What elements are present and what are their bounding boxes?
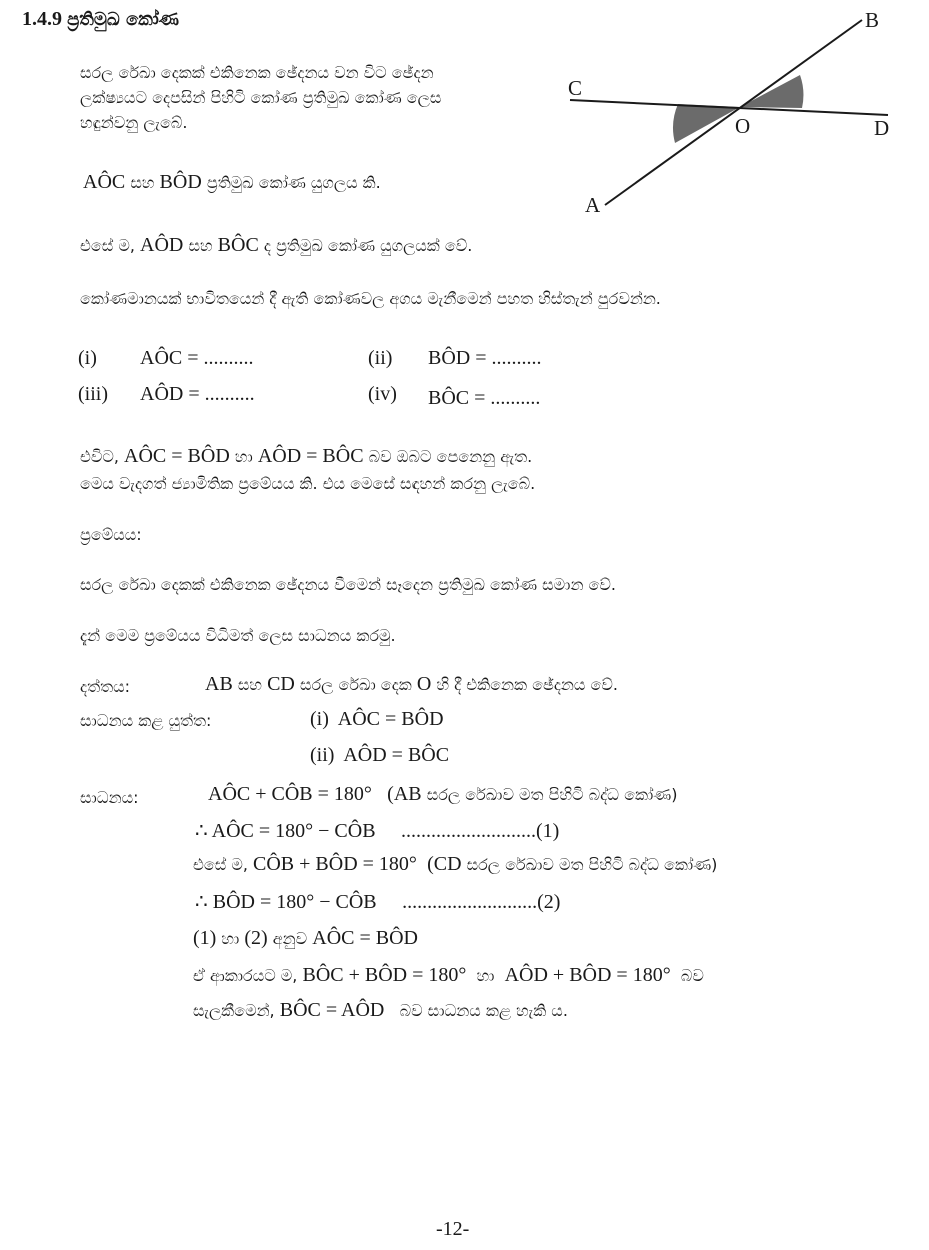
exercise-blank-ii: BÔD = ..........	[428, 347, 542, 369]
word-and: සහ	[188, 236, 213, 255]
proof-step-3-prefix: එසේ ම,	[193, 855, 248, 874]
proof-step-4-expr: ∴ BÔD = 180° − CÔB	[195, 891, 377, 913]
proof-step-6-expr-1: BÔC + BÔD = 180°	[302, 964, 467, 986]
observation-line-1	[80, 445, 532, 468]
proof-step-5	[193, 927, 418, 950]
to-prove-label: සාධනය කළ යුත්ත:	[80, 711, 212, 730]
word-and: හා	[234, 447, 253, 466]
section-title: ප්‍රතිමුඛ කෝණ	[67, 9, 179, 30]
angle-bod: BÔD	[159, 171, 202, 193]
proof-step-5-expr: AÔC = BÔD	[312, 927, 418, 949]
proof-step-7-expr: BÔC = AÔD	[279, 999, 385, 1021]
given-label: දත්තය:	[80, 677, 130, 696]
observation-eq-1: AÔC = BÔD	[124, 445, 230, 467]
observation-line-2: මෙය වැදගත් ජ්‍යාමිතික ප්‍රමේයය කි. එය මෙසේ සඳහන් කරනු ලැබේ.	[80, 474, 536, 493]
proof-step-3-expr: CÔB + BÔD = 180°	[253, 853, 417, 875]
label-b: B	[865, 8, 880, 32]
proof-step-2-ref: ...........................(1)	[400, 820, 560, 842]
given-ab: AB	[205, 673, 233, 695]
intro-line-3: හඳුන්වනු ලැබේ.	[80, 113, 188, 132]
theorem-label: ප්‍රමේයය:	[80, 525, 142, 544]
angle-aoc: AÔC	[83, 171, 126, 193]
word-and: සහ	[130, 173, 155, 192]
proof-step-1-expr: AÔC + CÔB = 180°	[208, 783, 372, 805]
word-and: හා	[221, 929, 240, 948]
proof-step-3-note: (CD	[427, 853, 462, 875]
section-number: 1.4.9	[22, 8, 62, 30]
to-prove-expr-i: AÔC = BÔD	[337, 708, 444, 730]
angle-bod-shade	[740, 75, 803, 108]
pair-2-line	[80, 234, 472, 257]
proof-step-4	[195, 889, 560, 914]
given-cd: CD	[267, 673, 295, 695]
intro-line-1: සරල රේඛා දෙකක් එකිනෙක ඡේදනය වන විට ඡේදන	[80, 63, 434, 82]
proof-step-6-prefix: ඒ ආකාරයට ම,	[193, 966, 298, 985]
proof-intro: දැන් මෙම ප්‍රමේයය විධිමත් ලෙස සාධනය කරමු.	[80, 626, 396, 645]
proof-step-7-prefix: සැලකීමෙන්,	[193, 1001, 275, 1020]
proof-step-7-suffix: බව සාධනය කළ හැකි ය.	[399, 1001, 568, 1020]
observation-suffix: බව ඔබට පෙනෙනු ඇත.	[368, 447, 533, 466]
to-prove-label-i: (i)	[310, 708, 329, 730]
exercise-blank-i: AÔC = ..........	[140, 347, 254, 369]
exercise-blank-iii: AÔD = ..........	[140, 383, 255, 405]
page-number: -12-	[436, 1218, 470, 1240]
proof-step-3-note-si: සරල රේඛාව මත පිහිටි බද්ධ කෝණ)	[466, 855, 718, 874]
pair-2-text: ද ප්‍රතිමුඛ කෝණ යුගලයක් වේ.	[263, 236, 473, 255]
to-prove-expr-ii: AÔD = BÔC	[343, 744, 450, 766]
given-text	[205, 673, 618, 696]
proof-step-6-suffix: බව	[680, 966, 704, 985]
pair-1-text: ප්‍රතිමුඛ කෝණ යුගලය කි.	[206, 173, 381, 192]
angle-aod: AÔD	[140, 234, 184, 256]
exercise-label-iv: (iv)	[368, 383, 397, 405]
exercise-blank-iv: BÔC = ..........	[428, 387, 541, 409]
proof-step-6-expr-2: AÔD + BÔD = 180°	[504, 964, 671, 986]
instruction-text: කෝණමානයක් භාවිතයෙන් දී ඇති කෝණවල අගය මැනීමෙන් පහත හිස්තැන් පුරවන්න.	[80, 289, 661, 308]
proof-step-5-ref-2: (2)	[244, 927, 268, 949]
proof-step-2-expr: ∴ AÔC = 180° − CÔB	[195, 820, 376, 842]
observation-prefix: එවිට,	[80, 447, 119, 466]
exercise-label-i: (i)	[78, 347, 97, 369]
label-o: O	[735, 114, 751, 138]
proof-step-5-ref-1: (1)	[193, 927, 217, 949]
label-c: C	[568, 76, 583, 100]
proof-label: සාධනය:	[80, 788, 139, 807]
given-word-2: සරල රේඛා දෙක	[299, 675, 412, 694]
proof-step-2	[195, 818, 559, 843]
proof-step-1	[208, 783, 677, 806]
section-heading	[22, 8, 179, 31]
proof-step-1-note: (AB	[387, 783, 422, 805]
given-o: O	[416, 673, 432, 695]
proof-step-1-note-si: සරල රේඛාව මත පිහිටි බද්ධ කෝණ)	[426, 785, 678, 804]
proof-step-4-ref: ...........................(2)	[402, 891, 561, 913]
proof-step-5-word: අනුව	[272, 929, 308, 948]
angle-boc: BÔC	[217, 234, 259, 256]
word-and: හා	[476, 966, 495, 985]
to-prove-item-ii	[310, 744, 449, 767]
intro-line-2: ලක්ෂ්‍යයට දෙපසින් පිහිටි කෝණ ප්‍රතිමුඛ කෝණ ලෙස	[80, 88, 442, 107]
label-a: A	[585, 193, 601, 217]
theorem-statement: සරල රේඛා දෙකක් එකිනෙක ඡේදනය වීමෙන් සෑදෙන ප්‍රතිමුඛ කෝණ සමාන වේ.	[80, 575, 617, 594]
pair-1-line	[83, 171, 381, 194]
exercise-label-iii: (iii)	[78, 383, 108, 405]
label-d: D	[874, 116, 890, 140]
to-prove-label-ii: (ii)	[310, 744, 335, 766]
pair-2-prefix: එසේ ම,	[80, 236, 135, 255]
proof-step-6	[193, 964, 704, 987]
observation-eq-2: AÔD = BÔC	[257, 445, 364, 467]
to-prove-item-i	[310, 708, 444, 731]
proof-step-7	[193, 999, 568, 1022]
given-word-1: සහ	[237, 675, 262, 694]
exercise-label-ii: (ii)	[368, 347, 393, 369]
given-word-3: හි දී එකිනෙක ඡේදනය වේ.	[436, 675, 618, 694]
vertical-angles-diagram	[560, 5, 900, 220]
proof-step-3	[193, 853, 717, 876]
angle-aoc-shade	[673, 104, 740, 143]
